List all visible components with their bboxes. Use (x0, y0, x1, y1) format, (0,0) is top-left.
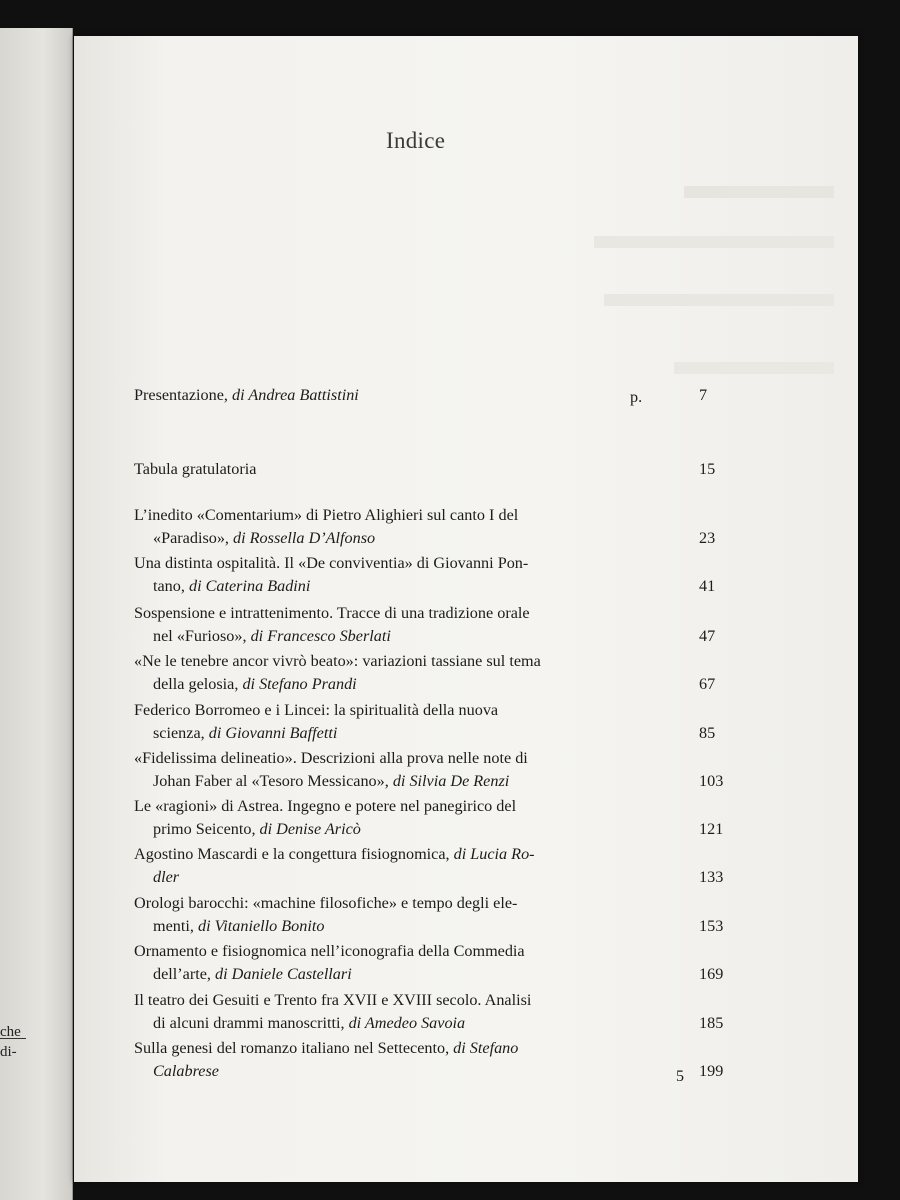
toc-entry (134, 747, 724, 793)
book-page (74, 36, 858, 1182)
entry-title: Tabula gratulatoria (134, 460, 257, 478)
entry-page-number: 121 (699, 820, 724, 838)
entry-page-number: 153 (699, 917, 724, 935)
toc-entry (134, 699, 716, 745)
entry-author: di Amedeo Savoia (348, 1014, 466, 1032)
entry-title: Federico Borromeo e i Lincei: la spiritualità della nuova (134, 701, 499, 719)
entry-page-number: 67 (699, 675, 716, 693)
page-number: 5 (676, 1068, 684, 1085)
entry-page-number: 169 (699, 965, 724, 983)
entry-page-number: 7 (699, 386, 708, 404)
entry-line-continued (134, 527, 699, 550)
entry-author: di Andrea Battistini (232, 386, 359, 404)
entry-title: Agostino Mascardi e la congettura fisiognomica, (134, 845, 454, 863)
toc-entry (134, 384, 708, 407)
entry-line (134, 894, 517, 912)
entry-title: Sospensione e intrattenimento. Tracce di una tradizione orale (134, 604, 530, 622)
entry-title: Presentazione, (134, 386, 232, 404)
toc-entry (134, 795, 724, 841)
entry-line (134, 797, 516, 815)
entry-title: Le «ragioni» di Astrea. Ingegno e potere nel panegirico del (134, 797, 517, 815)
entry-line (134, 506, 518, 524)
entry-title: Il teatro dei Gesuiti e Trento fra XVII e XVIII secolo. Analisi (134, 991, 532, 1009)
entry-author: di Rossella D’Alfonso (233, 529, 376, 547)
entry-line-continued (134, 1012, 699, 1035)
toc-entry (134, 602, 716, 648)
toc-entry (134, 843, 724, 889)
entry-page-number: 23 (699, 529, 716, 547)
entry-page-number: 41 (699, 577, 716, 595)
entry-author: di Denise Aricò (259, 820, 361, 838)
toc-entry (134, 989, 724, 1035)
entry-line-continued (134, 770, 699, 793)
entry-title: «Ne le tenebre ancor vivrò beato»: variazioni tassiane sul tema (134, 652, 541, 670)
entry-title: dell’arte, (153, 965, 216, 983)
entry-author: di Caterina Badini (188, 577, 311, 595)
entry-title: Ornamento e fisiognomica nell’iconografia della Commedia (134, 942, 525, 960)
entry-line (134, 386, 359, 404)
entry-author: di Vitaniello Bonito (197, 917, 325, 935)
entry-line (134, 942, 525, 960)
entry-page-number: 103 (699, 772, 724, 790)
entry-author: dler (153, 868, 180, 886)
entry-line-continued (134, 866, 699, 889)
entry-author: Calabrese (153, 1062, 219, 1080)
entry-page-number: 185 (699, 1014, 724, 1032)
entry-title: Orologi barocchi: «machine filosofiche» e tempo degli ele- (134, 894, 518, 912)
entry-line (134, 749, 528, 767)
entry-title: di alcuni drammi manoscritti, (153, 1014, 349, 1032)
entry-title: primo Seicento, (153, 820, 260, 838)
entry-page-number: 15 (699, 460, 716, 478)
entry-line (134, 1039, 518, 1057)
entry-line (134, 604, 530, 622)
page-label: p. (630, 388, 643, 406)
entry-author: di Stefano (453, 1039, 519, 1057)
entry-line-continued (134, 963, 699, 986)
entry-page-number: 85 (699, 724, 716, 742)
entry-line-continued (134, 575, 699, 598)
entry-line-continued (134, 1060, 699, 1083)
entry-author: di Giovanni Baffetti (208, 724, 338, 742)
page-title: Indice (386, 128, 446, 153)
entry-line (134, 652, 541, 670)
entry-page-number: 199 (699, 1062, 724, 1080)
entry-line-continued (134, 625, 699, 648)
toc-entry (134, 458, 716, 481)
entry-author: di Lucia Ro- (453, 845, 535, 863)
entry-line (134, 845, 535, 863)
entry-page-number: 133 (699, 868, 724, 886)
entry-title: nel «Furioso», (153, 627, 251, 645)
left-page-fragment: che (0, 1024, 21, 1040)
entry-author: di Francesco Sberlati (250, 627, 391, 645)
entry-title: Una distinta ospitalità. Il «De conviventia» di Giovanni Pon- (134, 554, 529, 572)
entry-title: Sulla genesi del romanzo italiano nel Settecento, (134, 1039, 454, 1057)
toc-entry (134, 1037, 724, 1083)
entry-title: «Paradiso», (153, 529, 234, 547)
entry-title: Johan Faber al «Tesoro Messicano», (153, 772, 393, 790)
entry-title: tano, (153, 577, 189, 595)
entry-line (134, 701, 498, 719)
entry-author: di Daniele Castellari (215, 965, 352, 983)
entry-page-number: 47 (699, 627, 716, 645)
entry-line-continued (134, 915, 699, 938)
entry-line (134, 554, 528, 572)
toc-entry (134, 650, 716, 696)
entry-line (134, 991, 531, 1009)
left-page-fragment: di- (0, 1044, 17, 1060)
entry-author: di Silvia De Renzi (392, 772, 510, 790)
entry-title: L’inedito «Comentarium» di Pietro Alighieri sul canto I del (134, 506, 519, 524)
entry-line-continued (134, 673, 699, 696)
entry-author: di Stefano Prandi (242, 675, 357, 693)
toc-entry (134, 504, 716, 550)
entry-line (134, 460, 256, 478)
entry-line-continued (134, 722, 699, 745)
left-page (0, 28, 73, 1200)
entry-title: «Fidelissima delineatio». Descrizioni alla prova nelle note di (134, 749, 528, 767)
entry-title: scienza, (153, 724, 209, 742)
entry-title: menti, (153, 917, 198, 935)
entry-line-continued (134, 818, 699, 841)
toc-entry (134, 940, 724, 986)
entry-title: della gelosia, (153, 675, 243, 693)
toc-entry (134, 552, 716, 598)
toc-entry (134, 892, 724, 938)
